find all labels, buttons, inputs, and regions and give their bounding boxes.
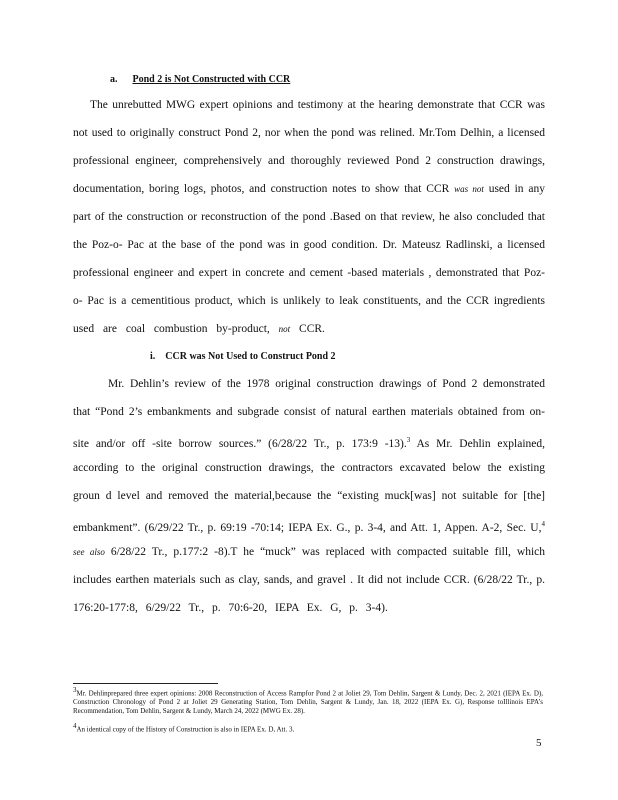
footnote-4: $^4$An identical copy of the History of Construction is also in IEPA Ex. D, Att. 3.: [73, 722, 295, 734]
paragraph-line: site and/or off -site borrow sources.” (6/28/22 Tr., p. 173:9 -13).$^3$ As Mr. Dehlin explained,: [73, 436, 546, 450]
footnote-ref-4[interactable]: 4: [541, 520, 545, 528]
section-heading-a: a. Pond 2 is Not Constructed with CCR: [110, 74, 291, 85]
paragraph-line: o- Pac is a cementitious product, which is unlikely to leak constituents, and the CCR ingredients: [73, 295, 545, 307]
paragraph-line: groun d level and removed the material,because the “existing muck[was] not suitable for [the]: [73, 490, 545, 502]
subsection-heading-i: i. CCR was Not Used to Construct Pond 2: [150, 351, 336, 362]
footnote-3: $^3$Mr. Dehlinprepared three expert opinions: 2008 Reconstruction of Access Rampfor Pond 2 at Joliet 29, Tom Dehlin, Sargent & Lundy, Dec. 2, 2021 (IEPA Ex. D), Construction Chronology of Pond 2 at Joliet 29 Generating Station, Tom Dehlin, Sargent & Lundy, Jan. 18, 2022 (IEPA Ex. G), Response toIllinois EPA’s Recommendation, Tom Dehlin, Sargent & Lundy, March 24, 2022 (MWG Ex. 28).: [73, 686, 543, 716]
paragraph-line: according to the original construction drawings, the contractors excavated below the existing: [73, 462, 545, 474]
paragraph-line: that “Pond 2’s embankments and subgrade consist of natural earthen materials obtained from on-: [73, 406, 545, 418]
paragraph-line: the Poz-o- Pac at the base of the pond was in good condition. Dr. Mateusz Radlinski, a licensed: [73, 239, 545, 251]
paragraph-line: see also 6/28/22 Tr., p.177:2 -8).T he “muck” was replaced with compacted suitable fill, which: [73, 546, 545, 558]
paragraph-line: professional engineer and expert in concrete and cement -based materials , demonstrated that Poz-: [73, 267, 545, 279]
paragraph-line: not used to originally construct Pond 2, nor when the pond was relined. Mr.Tom Delhin, a licensed: [73, 127, 545, 139]
paragraph-line: documentation, boring logs, photos, and construction notes to show that CCR was not used in any: [73, 183, 545, 195]
paragraph-line: part of the construction or reconstruction of the pond .Based on that review, he also concluded that: [73, 211, 545, 223]
paragraph-line: 176:20-177:8, 6/29/22 Tr., p. 70:6-20, IEPA Ex. G, p. 3-4).: [73, 602, 388, 614]
footnote-divider: [73, 683, 218, 684]
paragraph-line: used are coal combustion by-product, not CCR.: [73, 323, 325, 335]
paragraph-line: includes earthen materials such as clay, sands, and gravel . It did not include CCR. (6/28/22 Tr., p.: [73, 574, 545, 586]
paragraph-line: professional engineer, comprehensively and thoroughly reviewed Pond 2 construction drawings,: [73, 155, 545, 167]
paragraph-line: The unrebutted MWG expert opinions and testimony at the hearing demonstrate that CCR was: [90, 99, 545, 111]
footnote-ref-3[interactable]: 3: [406, 436, 411, 444]
page-number: 5: [536, 737, 542, 749]
paragraph-line: Mr. Dehlin’s review of the 1978 original construction drawings of Pond 2 demonstrated: [108, 378, 545, 390]
paragraph-line: embankment”. (6/29/22 Tr., p. 69:19 -70:14; IEPA Ex. G., p. 3-4, and Att. 1, Appen. A-2, Sec. U,$^4$: [73, 520, 545, 534]
